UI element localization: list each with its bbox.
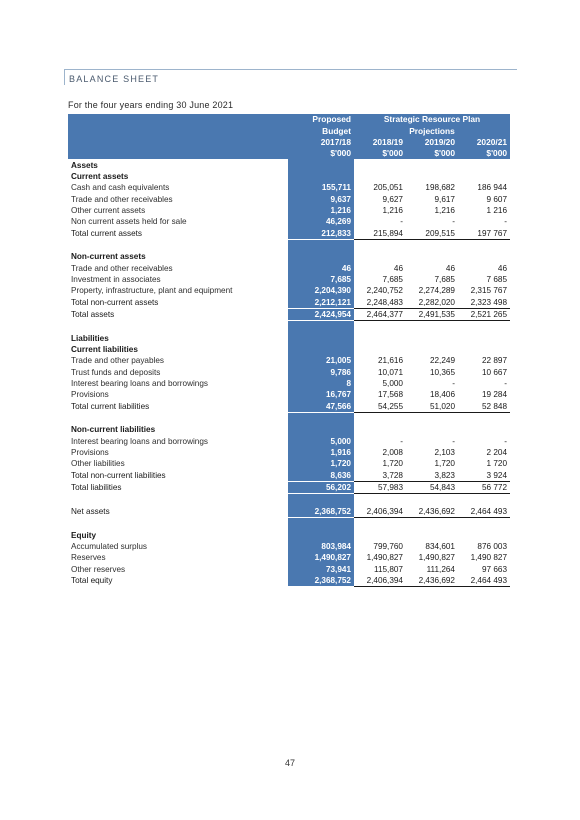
proposed-budget-cell: 5,000 <box>288 436 354 447</box>
proposed-budget-cell: 8 <box>288 378 354 389</box>
projection-cell <box>406 529 458 540</box>
projection-cell: 1,720 <box>382 459 403 469</box>
row-label: Accumulated surplus <box>71 541 147 551</box>
header-blank <box>68 148 288 159</box>
projection-cell: 9,627 <box>382 194 403 204</box>
projection-cell <box>354 321 406 333</box>
table-row <box>68 297 510 309</box>
projection-cell <box>354 171 406 182</box>
header-unit: $'000 <box>458 148 510 159</box>
projection-cell <box>354 494 406 506</box>
projection-cell: 7 685 <box>486 274 508 284</box>
proposed-budget-cell: 46 <box>288 262 354 273</box>
table-row <box>68 529 510 540</box>
projection-cell: 3,823 <box>406 470 458 482</box>
row-label: Non-current assets <box>71 252 146 262</box>
projection-cell <box>354 159 406 170</box>
projection-cell: 46 <box>393 263 403 273</box>
projection-cell <box>458 251 510 262</box>
row-label: Liabilities <box>71 333 109 343</box>
header-year: 2019/20 <box>406 137 458 148</box>
projection-cell: 215,894 <box>354 227 406 239</box>
projection-cell <box>458 494 510 506</box>
header-group-line1: Strategic Resource Plan <box>354 114 510 125</box>
proposed-budget-cell: 1,916 <box>288 447 354 458</box>
projection-cell: 52 848 <box>458 401 510 413</box>
projection-cell: 10,071 <box>377 367 403 377</box>
projection-cell <box>406 518 458 530</box>
table-row <box>68 216 510 227</box>
header-year: 2018/19 <box>354 137 406 148</box>
projection-cell <box>458 424 510 435</box>
proposed-budget-cell: 9,637 <box>288 193 354 204</box>
proposed-budget-cell: 73,941 <box>288 563 354 574</box>
table-row <box>68 541 510 552</box>
row-label: Total liabilities <box>71 483 122 493</box>
proposed-budget-cell <box>288 344 354 355</box>
row-label: Total non-current assets <box>71 297 159 307</box>
proposed-budget-cell <box>288 529 354 540</box>
proposed-budget-cell <box>288 159 354 170</box>
projection-cell: 2,248,483 <box>354 297 406 309</box>
projection-cell: 1 720 <box>486 459 508 469</box>
projection-cell <box>354 333 406 344</box>
projection-cell: 1 216 <box>486 205 508 215</box>
projection-cell: 2,436,692 <box>406 575 458 587</box>
projection-cell: 7,685 <box>382 274 403 284</box>
projection-cell <box>406 494 458 506</box>
table-row <box>68 262 510 273</box>
row-label: Provisions <box>71 448 109 458</box>
row-label: Total assets <box>71 310 115 320</box>
projection-cell <box>406 321 458 333</box>
row-label: Trust funds and deposits <box>71 367 161 377</box>
proposed-budget-cell <box>288 424 354 435</box>
row-label: Current liabilities <box>71 345 138 355</box>
table-row <box>68 458 510 469</box>
projection-cell: 22,249 <box>429 356 455 366</box>
table-row <box>68 227 510 239</box>
row-label: Other current assets <box>71 205 146 215</box>
projection-cell <box>458 239 510 251</box>
projection-cell: 9 607 <box>486 194 508 204</box>
table-body <box>68 159 510 586</box>
row-label: Total non-current liabilities <box>71 471 166 481</box>
projection-cell <box>354 412 406 424</box>
row-label: Total current assets <box>71 228 142 238</box>
projection-cell: 2,464,377 <box>354 308 406 320</box>
proposed-budget-cell: 2,368,752 <box>288 575 354 587</box>
projection-cell <box>406 171 458 182</box>
projection-cell: - <box>452 217 455 227</box>
projection-cell <box>406 344 458 355</box>
projection-cell: 46 <box>445 263 455 273</box>
projection-cell: 2,406,394 <box>354 575 406 587</box>
projection-cell: 51,020 <box>406 401 458 413</box>
row-label <box>68 518 288 530</box>
proposed-budget-cell: 803,984 <box>288 541 354 552</box>
table-row <box>68 333 510 344</box>
projection-cell: 1,490,827 <box>418 553 455 563</box>
projection-cell: - <box>504 379 508 389</box>
projection-cell: 46 <box>497 263 508 273</box>
table-row <box>68 171 510 182</box>
projection-cell <box>458 333 510 344</box>
header-blank <box>68 125 288 136</box>
projection-cell: 2,436,692 <box>406 506 458 518</box>
header-blank <box>68 137 288 148</box>
projection-cell <box>406 412 458 424</box>
projection-cell <box>406 333 458 344</box>
header-unit: $'000 <box>288 148 354 159</box>
projection-cell: 2,103 <box>434 448 455 458</box>
proposed-budget-cell: 56,202 <box>288 482 354 494</box>
projection-cell <box>458 529 510 540</box>
proposed-budget-cell: 2,212,121 <box>288 297 354 309</box>
table-subheading: For the four years ending 30 June 2021 <box>68 100 234 110</box>
table-row <box>68 424 510 435</box>
row-label: Provisions <box>71 390 109 400</box>
proposed-budget-cell <box>288 333 354 344</box>
table-row <box>68 378 510 389</box>
table-header <box>68 114 510 159</box>
table-row <box>68 518 510 530</box>
row-label: Other liabilities <box>71 459 125 469</box>
projection-cell <box>406 239 458 251</box>
projection-cell: 1,216 <box>382 205 403 215</box>
projection-cell: - <box>400 436 403 446</box>
proposed-budget-cell: 212,833 <box>288 227 354 239</box>
row-label: Trade and other receivables <box>71 263 173 273</box>
proposed-budget-cell: 21,005 <box>288 355 354 366</box>
projection-cell: 209,515 <box>406 227 458 239</box>
table-row <box>68 308 510 320</box>
row-label: Interest bearing loans and borrowings <box>71 436 208 446</box>
row-label: Equity <box>71 530 97 540</box>
proposed-budget-cell <box>288 494 354 506</box>
proposed-budget-cell: 1,720 <box>288 458 354 469</box>
page-number: 47 <box>284 758 295 768</box>
row-label: Net assets <box>71 507 110 517</box>
table-row <box>68 239 510 251</box>
projection-cell: 22 897 <box>481 356 508 366</box>
table-row <box>68 506 510 518</box>
projection-cell: 834,601 <box>425 541 455 551</box>
projection-cell <box>354 344 406 355</box>
projection-cell <box>354 529 406 540</box>
projection-cell: 56 772 <box>458 482 510 494</box>
table-row <box>68 470 510 482</box>
projection-cell: 1,216 <box>434 205 455 215</box>
projection-cell: 198,682 <box>425 183 455 193</box>
projection-cell: 21,616 <box>377 356 403 366</box>
proposed-budget-cell: 2,368,752 <box>288 506 354 518</box>
projection-cell: 54,843 <box>406 482 458 494</box>
row-label: Trade and other receivables <box>71 194 173 204</box>
header-proposed-line2: Budget <box>288 125 354 136</box>
proposed-budget-cell: 155,711 <box>288 182 354 193</box>
projection-cell <box>458 344 510 355</box>
projection-cell <box>406 424 458 435</box>
projection-cell: 97 663 <box>481 564 508 574</box>
proposed-budget-cell: 9,786 <box>288 367 354 378</box>
projection-cell: 2,464 493 <box>458 575 510 587</box>
projection-cell: 9,617 <box>434 194 455 204</box>
header-proposed-line1: Proposed <box>288 114 354 125</box>
row-label: Trade and other payables <box>71 356 165 366</box>
proposed-budget-cell <box>288 251 354 262</box>
projection-cell <box>458 159 510 170</box>
projection-cell <box>458 412 510 424</box>
table-row <box>68 355 510 366</box>
projection-cell: 2,240,752 <box>366 286 403 296</box>
proposed-budget-cell: 7,685 <box>288 274 354 285</box>
row-label: Current assets <box>71 171 129 181</box>
projection-cell <box>406 159 458 170</box>
table-row <box>68 482 510 494</box>
projection-cell <box>406 251 458 262</box>
table-row <box>68 447 510 458</box>
row-label <box>68 412 288 424</box>
projection-cell: 1,490,827 <box>366 553 403 563</box>
row-label: Assets <box>71 160 98 170</box>
projection-cell: 2,406,394 <box>354 506 406 518</box>
table-row <box>68 401 510 413</box>
table-row <box>68 205 510 216</box>
projection-cell <box>354 424 406 435</box>
row-label: Cash and cash equivalents <box>71 183 170 193</box>
projection-cell: 7,685 <box>434 274 455 284</box>
table-row <box>68 563 510 574</box>
projection-cell: 54,255 <box>354 401 406 413</box>
header-blank <box>68 114 288 125</box>
proposed-budget-cell: 2,204,390 <box>288 285 354 296</box>
proposed-budget-cell: 47,566 <box>288 401 354 413</box>
projection-cell: 2 204 <box>486 448 508 458</box>
header-unit: $'000 <box>354 148 406 159</box>
table-row <box>68 251 510 262</box>
projection-cell: 205,051 <box>373 183 403 193</box>
row-label: Interest bearing loans and borrowings <box>71 379 208 389</box>
projection-cell: 5,000 <box>382 379 403 389</box>
table-row <box>68 159 510 170</box>
proposed-budget-cell: 8,636 <box>288 470 354 482</box>
projection-cell: - <box>452 436 455 446</box>
row-label: Investment in associates <box>71 274 161 284</box>
projection-cell: 2,323 498 <box>458 297 510 309</box>
section-heading: BALANCE SHEET <box>64 69 517 85</box>
projection-cell: 10,365 <box>429 367 455 377</box>
projection-cell: 1,490 827 <box>470 553 508 563</box>
row-label: Non-current liabilities <box>71 425 156 435</box>
projection-cell: 2,315 767 <box>470 286 508 296</box>
proposed-budget-cell <box>288 518 354 530</box>
projection-cell: 2,491,535 <box>406 308 458 320</box>
row-label <box>68 321 288 333</box>
row-label <box>68 239 288 251</box>
table-row <box>68 285 510 296</box>
balance-sheet-table <box>68 114 510 587</box>
table-row <box>68 552 510 563</box>
table-row <box>68 182 510 193</box>
table-row <box>68 274 510 285</box>
projection-cell <box>354 518 406 530</box>
projection-cell: 2,282,020 <box>406 297 458 309</box>
projection-cell: 186 944 <box>477 183 508 193</box>
projection-cell: - <box>452 379 455 389</box>
table-row <box>68 412 510 424</box>
proposed-budget-cell: 1,490,827 <box>288 552 354 563</box>
projection-cell: 2,521 265 <box>458 308 510 320</box>
projection-cell: 197 767 <box>458 227 510 239</box>
proposed-budget-cell: 1,216 <box>288 205 354 216</box>
proposed-budget-cell: 16,767 <box>288 389 354 400</box>
row-label: Property, infrastructure, plant and equipment <box>71 286 233 296</box>
projection-cell <box>354 251 406 262</box>
row-label: Reserves <box>71 553 106 563</box>
projection-cell: 2,008 <box>382 448 403 458</box>
projection-cell: 18,406 <box>429 390 455 400</box>
projection-cell: 111,264 <box>426 564 455 574</box>
table-row <box>68 344 510 355</box>
table-row <box>68 575 510 587</box>
proposed-budget-cell <box>288 171 354 182</box>
projection-cell: 17,568 <box>377 390 403 400</box>
proposed-budget-cell <box>288 412 354 424</box>
projection-cell: 3 924 <box>458 470 510 482</box>
projection-cell <box>354 239 406 251</box>
table-row <box>68 494 510 506</box>
header-year: 2020/21 <box>458 137 510 148</box>
table-row <box>68 389 510 400</box>
projection-cell: 1,720 <box>434 459 455 469</box>
header-unit: $'000 <box>406 148 458 159</box>
projection-cell: 2,274,289 <box>418 286 455 296</box>
proposed-budget-cell: 2,424,954 <box>288 308 354 320</box>
projection-cell: 799,760 <box>373 541 403 551</box>
row-label: Total current liabilities <box>71 402 150 412</box>
proposed-budget-cell <box>288 239 354 251</box>
row-label: Other reserves <box>71 564 126 574</box>
projection-cell: 2,464 493 <box>458 506 510 518</box>
projection-cell: - <box>504 436 508 446</box>
projection-cell: 57,983 <box>354 482 406 494</box>
projection-cell: - <box>504 217 508 227</box>
table-row <box>68 193 510 204</box>
projection-cell: - <box>400 217 403 227</box>
projection-cell: 10 667 <box>481 367 508 377</box>
projection-cell <box>458 518 510 530</box>
header-group-line2: Projections <box>354 125 510 136</box>
proposed-budget-cell: 46,269 <box>288 216 354 227</box>
row-label <box>68 494 288 506</box>
table-row <box>68 367 510 378</box>
proposed-budget-cell <box>288 321 354 333</box>
projection-cell: 19 284 <box>481 390 508 400</box>
table-row <box>68 321 510 333</box>
projection-cell <box>458 321 510 333</box>
projection-cell: 115,807 <box>374 564 403 574</box>
projection-cell <box>458 171 510 182</box>
row-label: Non current assets held for sale <box>71 217 187 227</box>
header-year: 2017/18 <box>288 137 354 148</box>
table-row <box>68 436 510 447</box>
projection-cell: 876 003 <box>477 541 508 551</box>
projection-cell: 3,728 <box>354 470 406 482</box>
row-label: Total equity <box>71 576 113 586</box>
